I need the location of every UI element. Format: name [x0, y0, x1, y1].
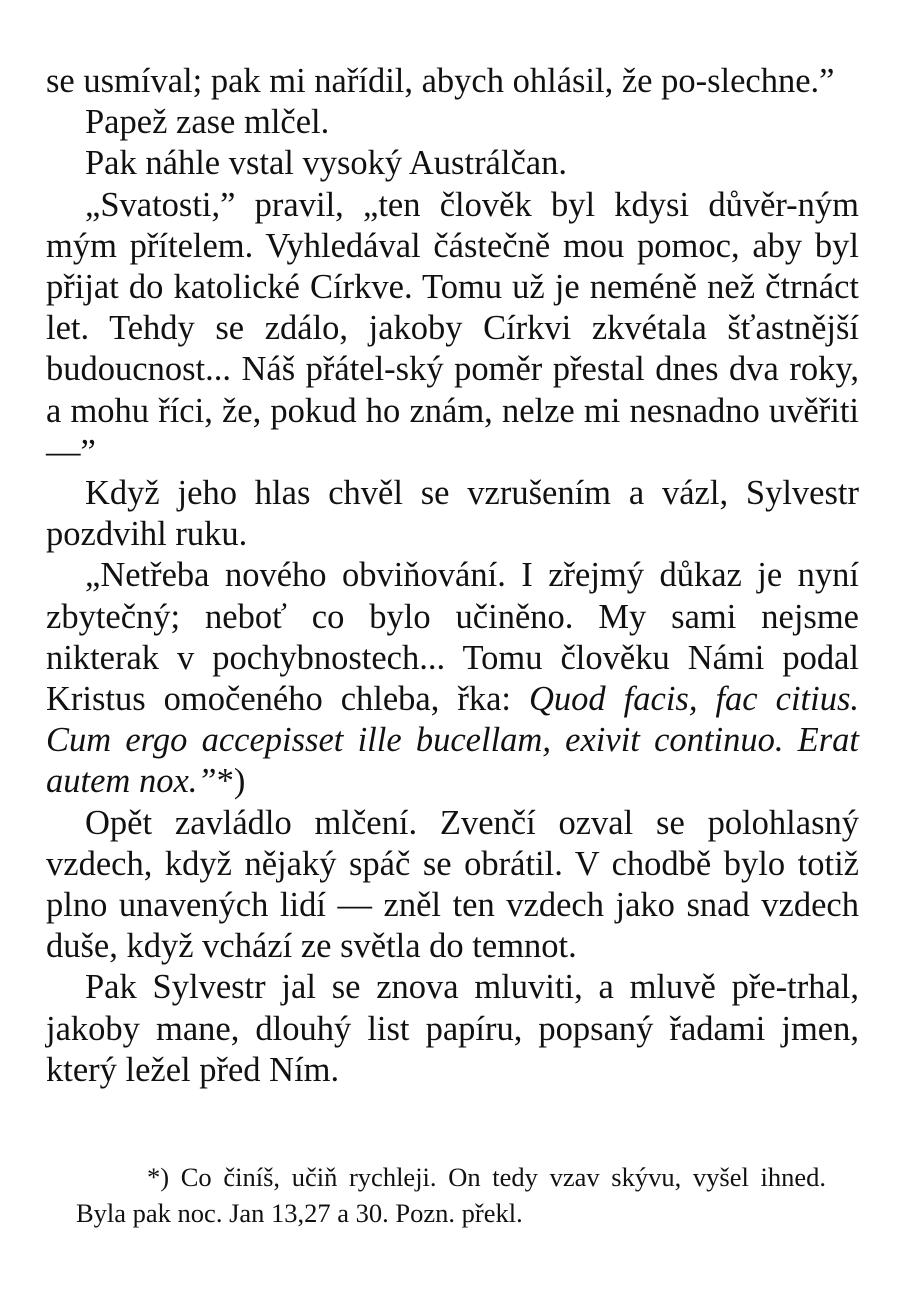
main-text [46, 61, 859, 1091]
footnote [76, 1159, 826, 1231]
paragraph: „Svatosti,” pravil, „ten člověk byl kdysi důvěr-ným mým přítelem. Vyhledával částečně mou pomoc, aby byl přijat do katolické Církve. Tomu už je neméně než čtrnáct let. Tehdy se zdálo, jakoby Církvi zkvétala šťastnější budoucnost... Náš přátel-ský poměr přestal dnes dva roky, a mohu říci, že, pokud ho znám, nelze mi nesnadno uvěřiti —” [46, 185, 859, 471]
paragraph: Když jeho hlas chvěl se vzrušením a vázl, Sylvestr pozdvihl ruku. [46, 474, 859, 554]
latin-quote: Quod facis, fac citius. Cum ergo accepisset ille bucellam, exivit continuo. Erat autem nox.” [46, 680, 859, 801]
footnote-text: *) Co činíš, učiň rychleji. On tedy vzav skývu, vyšel ihned. Byla pak noc. Jan 13,27 a 30. Pozn. překl. [76, 1162, 826, 1228]
paragraph: Pak náhle vstal vysoký Austrálčan. [85, 144, 567, 183]
footnote-marker: *) [216, 762, 246, 801]
paragraph: Papež zase mlčel. [85, 103, 330, 142]
paragraph-text: „Netřeba nového obviňování. I zřejmý důkaz je nyní zbytečný; neboť co bylo učiněno. My sami nejsme nikterak v pochybnostech... Tomu člověku Námi podal Kristus omočeného chleba, řka: [46, 556, 859, 719]
paragraph [46, 555, 859, 802]
paragraph: se usmíval; pak mi nařídil, abych ohlásil, že po-slechne.” [46, 62, 835, 100]
paragraph: Pak Sylvestr jal se znova mluviti, a mluvě pře-trhal, jakoby mane, dlouhý list papíru, popsaný řadami jmen, který ležel před Ním. [46, 968, 859, 1089]
paragraph: Opět zavládlo mlčení. Zvenčí ozval se polohlasný vzdech, když nějaký spáč se obrátil. V chodbě bylo totiž plno unavených lidí — zněl ten vzdech jako snad vzdech duše, když vchází ze světla do temnot. [46, 803, 859, 966]
